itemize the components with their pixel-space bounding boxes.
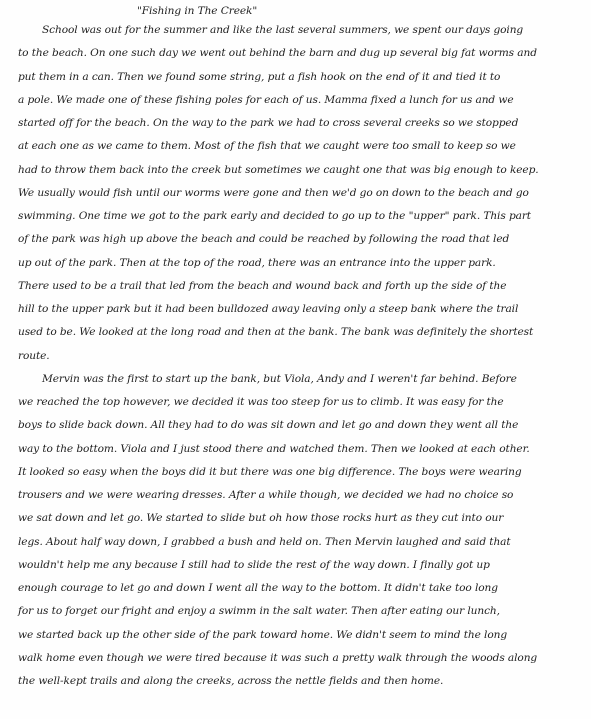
text-line: up out of the park. Then at the top of the road, there was an entrance into the upper park. — [18, 256, 496, 269]
text-line: a pole. We made one of these fishing poles for each of us. Mamma fixed a lunch for us and we — [18, 93, 514, 106]
text-line: of the park was high up above the beach and could be reached by following the road that led — [18, 233, 510, 246]
text-line: route. — [18, 349, 50, 362]
text-line: started off for the beach. On the way to the park we had to cross several creeks so we stopped — [18, 117, 519, 129]
text-line: to the beach. On one such day we went out behind the barn and dug up several big fat worms and — [18, 47, 537, 60]
text-body — [0, 19, 591, 693]
text-line: way to the bottom. Viola and I just stood there and watched them. Then we looked at each other. — [18, 442, 530, 455]
text-line: the well-kept trails and along the creeks, across the nettle fields and then home. — [18, 675, 444, 687]
text-line: We usually would fish until our worms were gone and then we'd go on down to the beach and go — [18, 186, 529, 199]
text-line: hill to the upper park but it had been bulldozed away leaving only a steep bank where the trail — [18, 303, 519, 315]
text-line: School was out for the summer and like the last several summers, we spent our days going — [42, 24, 524, 36]
text-line: boys to slide back down. All they had to do was sit down and let go and down they went all the — [18, 419, 519, 432]
text-line: we started back up the other side of the park toward home. We didn't seem to mind the long — [18, 628, 508, 641]
page-title: "Fishing in The Creek" — [137, 5, 258, 17]
text-line: for us to forget our fright and enjoy a swimm in the salt water. Then after eating our lunch, — [18, 605, 500, 618]
text-line: wouldn't help me any because I still had to slide the rest of the way down. I finally got up — [18, 558, 490, 571]
text-line: used to be. We looked at the long road and then at the bank. The bank was definitely the shortest — [18, 326, 534, 339]
text-line: enough courage to let go and down I went all the way to the bottom. It didn't take too long — [18, 582, 498, 594]
text-line: swimming. One time we got to the park early and decided to go up to the "upper" park. This part — [18, 210, 531, 222]
text-line: at each one as we came to them. Most of the fish that we caught were too small to keep so we — [18, 140, 516, 153]
text-line: trousers and we were wearing dresses. After a while though, we decided we had no choice so — [18, 489, 514, 501]
text-line: we sat down and let go. We started to slide but oh how those rocks hurt as they cut into our — [18, 512, 504, 525]
text-line: legs. About half way down, I grabbed a bush and held on. Then Mervin laughed and said that — [18, 535, 511, 548]
text-line: we reached the top however, we decided it was too steep for us to climb. It was easy for the — [18, 396, 504, 408]
text-line: It looked so easy when the boys did it but there was one big difference. The boys were wearing — [18, 465, 522, 478]
text-line: walk home even though we were tired because it was such a pretty walk through the woods along — [18, 651, 538, 664]
text-line: had to throw them back into the creek but sometimes we caught one that was big enough to keep. — [18, 163, 539, 176]
text-line: There used to be a trail that led from the beach and wound back and forth up the side of the — [18, 279, 507, 292]
text-line: put them in a can. Then we found some string, put a fish hook on the end of it and tied it to — [18, 70, 501, 83]
text-line: Mervin was the first to start up the bank, but Viola, Andy and I weren't far behind. Before — [42, 372, 517, 385]
